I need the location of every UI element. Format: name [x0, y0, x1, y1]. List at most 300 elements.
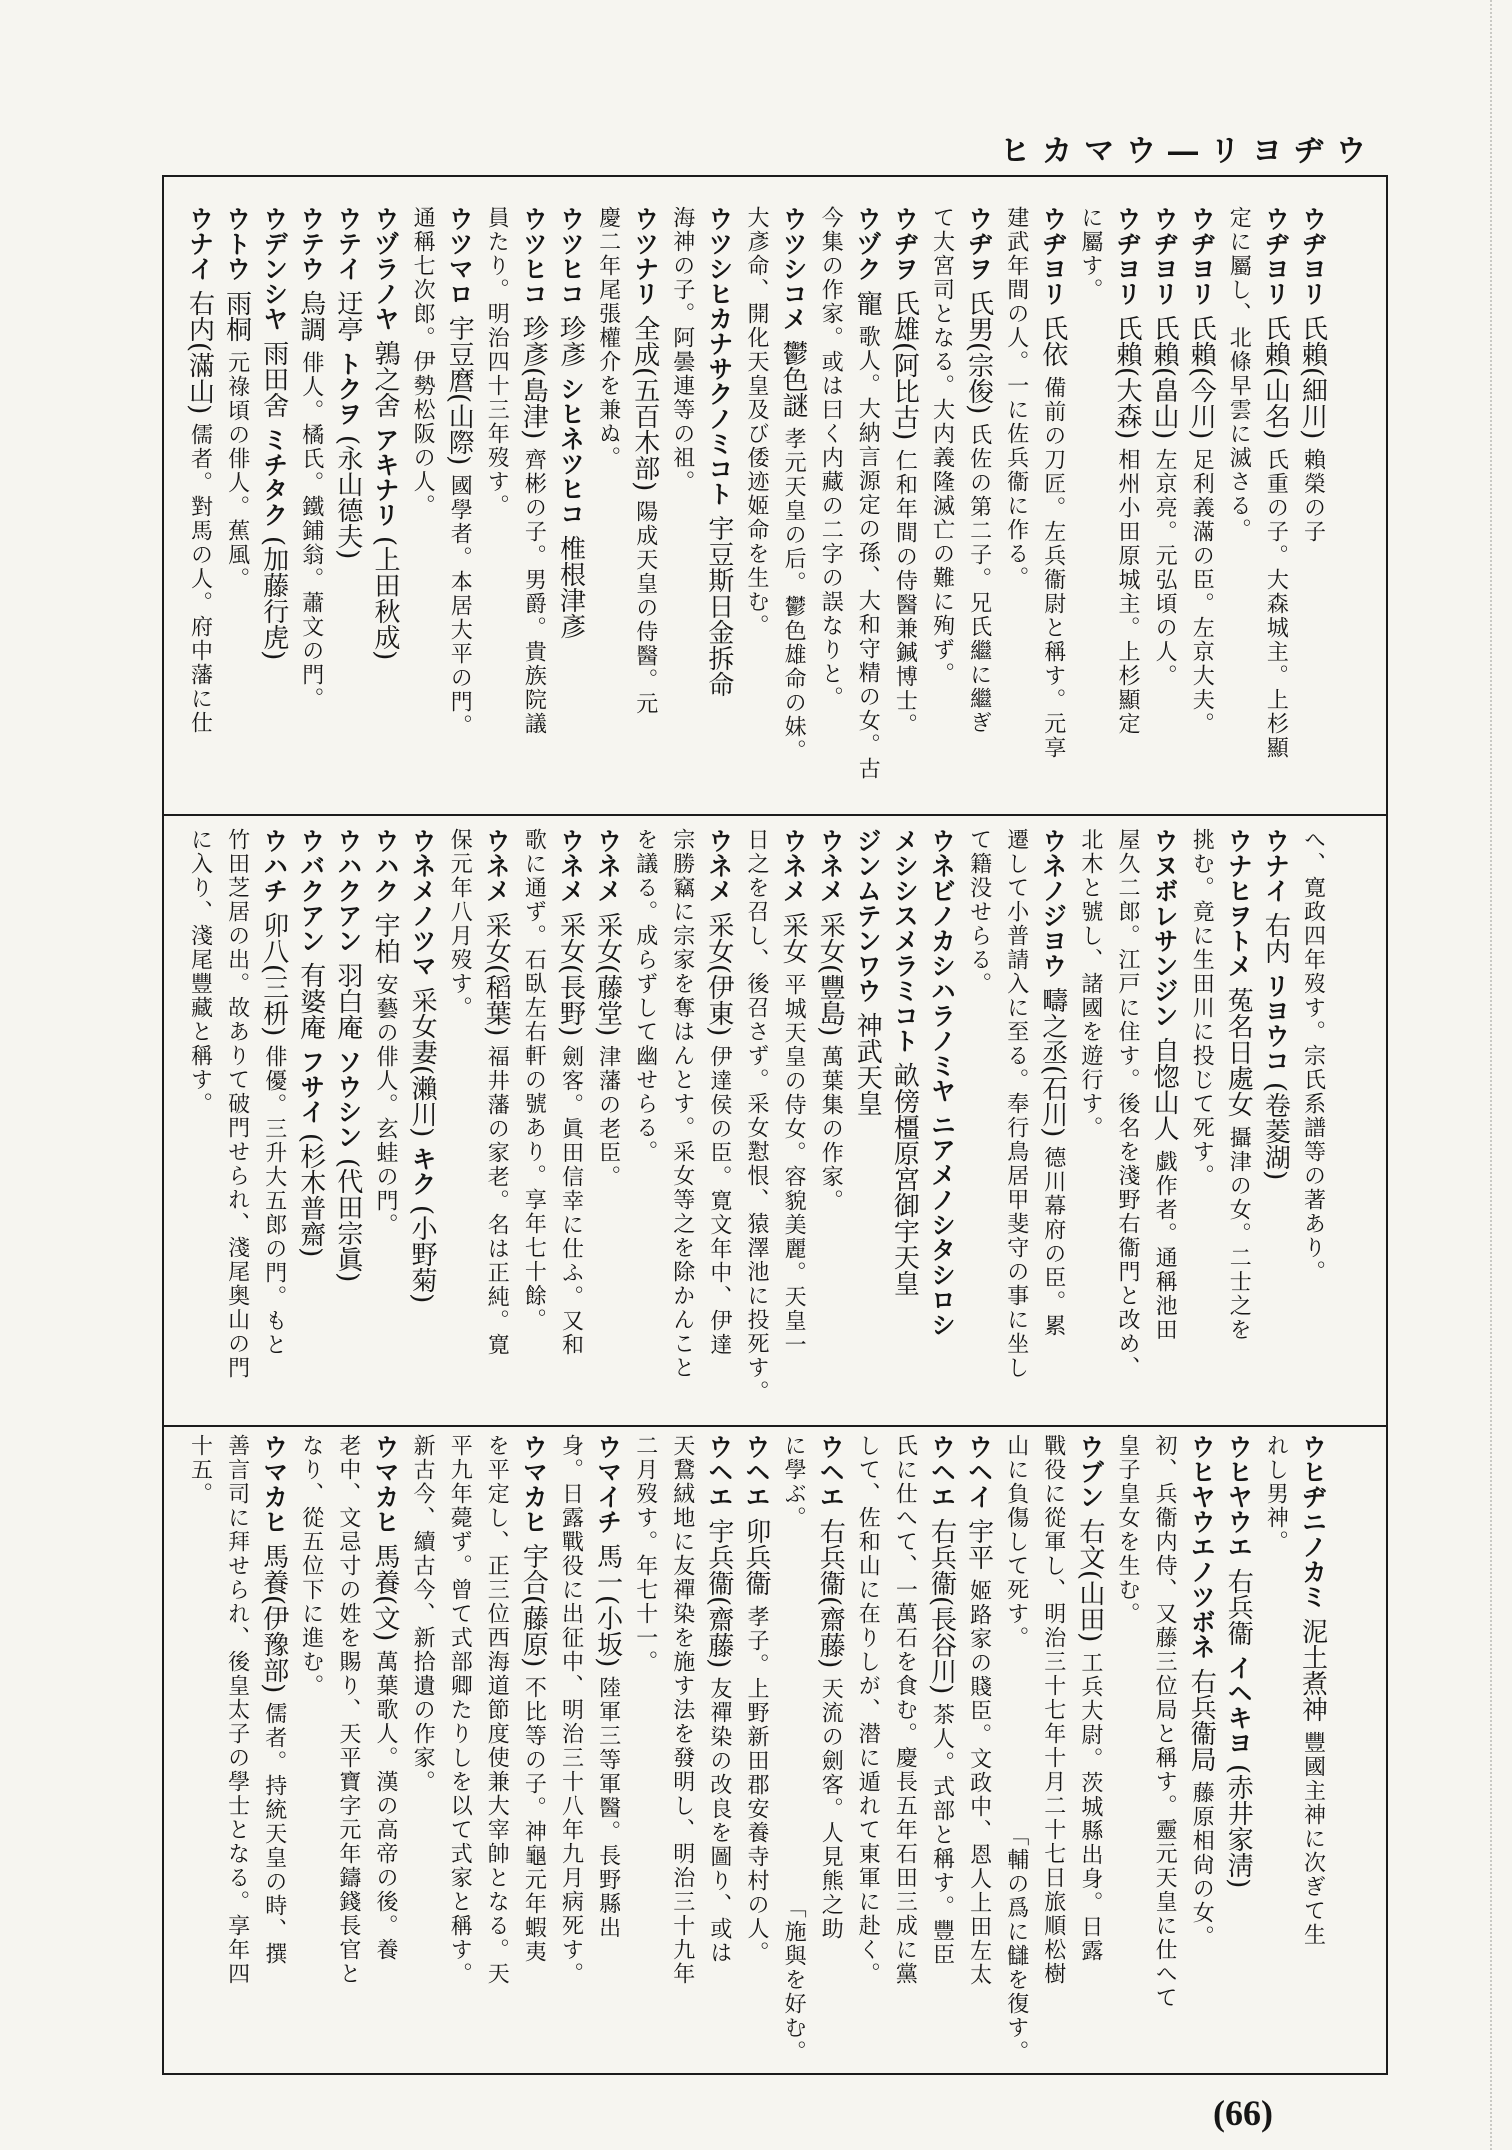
entry-description: に屬す。	[1077, 206, 1103, 302]
entry-description: て大宮司となる。大内義隆滅亡の難に殉ず。	[929, 206, 955, 686]
entry-description: 足利義滿の臣。左京大夫。	[1189, 448, 1215, 737]
text-column	[1183, 206, 1220, 806]
headword-reading: ウヌボレサンジン	[1150, 828, 1180, 1028]
text-column	[553, 1434, 590, 2064]
entry-description: 歌人。大納言源定の孫、大和守精の女。古	[855, 325, 881, 781]
headword-name: 采女(豐島)	[815, 912, 846, 1037]
headword-name: 右兵衞(齋藤)	[815, 1518, 846, 1669]
text-column	[1072, 1434, 1109, 2064]
headword-name: 氏依	[1037, 315, 1068, 367]
entry-description: 氏佐の第二子。兄氏繼に繼ぎ	[966, 423, 992, 736]
entry-overflow-text: 「輔の爲に讎を復す。	[1003, 1824, 1029, 2064]
entry-description: 孝子。上野新田郡安養寺村の人。	[744, 1605, 769, 1965]
text-column	[701, 1434, 738, 2064]
entry-description: を議る。成らずして幽せらる。	[632, 828, 658, 1164]
text-column	[478, 206, 515, 806]
text-column	[627, 206, 664, 806]
headword-name: 宇豆麿(山際)	[444, 315, 475, 466]
headword-name: 畝傍橿原宮御宇天皇	[889, 1062, 920, 1296]
entry-description: 德川幕府の臣。累	[1040, 1146, 1066, 1339]
headword-name: 珍彥(島津)	[518, 315, 549, 440]
headword-reading: ウツシヒカナサクノミコト	[704, 206, 734, 506]
text-column	[1146, 206, 1183, 806]
headword-reading: ウヂヨリ	[1150, 206, 1180, 306]
headword-name: 采女(長野)	[555, 912, 586, 1037]
headword-name: 迂亭	[332, 290, 363, 342]
entry-description: 定に屬し、北條早雲に滅さる。	[1226, 206, 1252, 542]
headword-reading: ウヅラノヤ	[371, 206, 400, 331]
entry-description: 元祿頃の俳人。蕉風。	[224, 351, 250, 591]
headword-reading: ウマイチ	[593, 1434, 623, 1534]
entry-description: に入り、淺尾豐藏と稱す。	[187, 828, 213, 1116]
headword-reading: ウヒヤウエノツボネ	[1187, 1434, 1217, 1659]
cross-reference-name: 椎根津彥	[555, 535, 586, 639]
entry-description: 平九年薨ず。曾て式部卿たりしを以て式家と稱す。	[447, 1434, 473, 1986]
headword-reading: ウブン	[1075, 1434, 1105, 1509]
entry-description: 福井藩の家老。名は正純。寛	[484, 1045, 510, 1358]
headword-name: 寵	[852, 290, 883, 316]
text-column	[515, 206, 552, 806]
headword-reading: ウナヒヲトメ	[1224, 828, 1254, 978]
headword-name: 氏賴(山名)	[1260, 315, 1291, 440]
headword-name: 宇兵衞(齋藤)	[703, 1518, 734, 1669]
entry-description: 藤原相尙の女。	[1189, 1781, 1215, 1949]
text-column	[1035, 1434, 1072, 2064]
entry-description: 海神の子。阿曇連等の祖。	[669, 206, 695, 494]
entry-description: なり、從五位下に進む。	[298, 1434, 324, 1698]
entry-description: 氏に仕へて、一萬石を食む。慶長五年石田三成に黨	[892, 1434, 918, 1986]
headword-name: 卯兵衞	[741, 1518, 771, 1596]
text-column	[1109, 206, 1146, 806]
headword-name: 雨桐	[221, 290, 252, 342]
entry-description: 通稱七次郎。伊勢松阪の人。	[410, 206, 436, 518]
text-column	[1257, 828, 1294, 1418]
headword-name: 鶉之舍	[370, 340, 400, 418]
text-column	[775, 1434, 812, 2064]
entry-description: 齊彬の子。男爵。貴族院議	[521, 448, 547, 737]
text-column	[330, 1434, 367, 2064]
headword-reading: ウヂヨリ	[1261, 206, 1291, 306]
headword-reading: ウヒヤウエ	[1224, 1434, 1254, 1559]
entry-description: 豐國主神に次ぎて生	[1300, 1731, 1326, 1947]
headword-name: 菟名日處女	[1223, 987, 1254, 1117]
entry-description: 戯作者。通稱池田	[1152, 1150, 1178, 1342]
cross-reference-reading: ミチタク	[259, 427, 289, 527]
text-column	[998, 828, 1035, 1418]
headword-reading: ウハチ	[259, 828, 289, 903]
headword-reading: ウナイ	[1261, 828, 1291, 903]
entry-description: 日之を召し、後召さず。采女懟恨、猿澤池に投死す。	[744, 828, 769, 1404]
text-column	[219, 828, 256, 1418]
text-column	[553, 206, 590, 806]
headword-name: 右内	[1260, 912, 1291, 964]
entry-description: 友禪染の改良を圖り、或は	[706, 1677, 732, 1966]
headword-name: 有婆庵	[295, 962, 326, 1040]
entry-description: 今集の作家。或は曰く内藏の二字の誤なりと。	[818, 206, 844, 710]
entry-description: 平城天皇の侍女。容貌美麗。天皇一	[781, 973, 807, 1357]
headword-reading: ウマカヒ	[519, 1434, 549, 1534]
entry-description: 萬葉集の作家。	[818, 1045, 844, 1214]
headword-reading: ウツマロ	[445, 206, 475, 306]
entry-description: 工兵大尉。茨城縣出身。日露	[1077, 1651, 1103, 1964]
band-divider	[162, 814, 1388, 816]
band-divider	[162, 1425, 1388, 1427]
headword-reading: ウツヒコ	[556, 206, 586, 306]
headword-name: 全成(五百木部)	[629, 315, 660, 492]
text-column	[961, 1434, 998, 2064]
entry-description: 員たり。明治四十三年歿す。	[484, 206, 510, 518]
cross-reference-name: (卷菱湖)	[1260, 1082, 1291, 1181]
text-column	[1257, 1434, 1294, 2064]
text-column	[1220, 1434, 1257, 2064]
cross-reference-reading: シヒネツヒコ	[556, 376, 586, 526]
page-number: (66)	[1213, 2093, 1273, 2133]
text-column	[590, 1434, 627, 2064]
text-column	[182, 206, 219, 806]
text-column	[1146, 1434, 1183, 2064]
entry-description: 儒者。對馬の人。府中藩に仕	[187, 423, 213, 736]
text-column	[1183, 1434, 1220, 2064]
entry-description: 陽成天皇の侍醫。元	[632, 500, 658, 717]
text-column	[849, 1434, 886, 2064]
headword-reading: ウヂヲ	[890, 206, 920, 281]
entry-description: 身。日露戰役に出征中、明治三十八年九月病死す。	[558, 1434, 584, 1986]
entry-description: 俳優。三升大五郎の門。もと	[261, 1045, 287, 1358]
text-column	[367, 828, 404, 1418]
entry-description: 津藩の老臣。	[595, 1045, 621, 1190]
text-column	[627, 1434, 664, 2064]
headword-name: 采女(稻葉)	[481, 912, 512, 1037]
cross-reference-name: (小野菊)	[407, 1205, 438, 1304]
text-column	[1109, 1434, 1146, 2064]
text-column	[1220, 828, 1257, 1418]
headword-name: 雨田舍	[258, 340, 289, 418]
text-column	[1257, 206, 1294, 806]
text-column	[404, 828, 441, 1418]
entry-description: 老中、文忌寸の姓を賜り、天平寶字元年鑄錢長官と	[335, 1434, 361, 1986]
headword-name: 神武天皇	[852, 1012, 883, 1116]
headword-name: 氏賴(畠山)	[1149, 315, 1180, 440]
entry-description: 茶人。式部と稱す。豐臣	[929, 1703, 955, 1968]
text-column	[441, 828, 478, 1418]
entry-description: 屋久二郎。江戸に住す。後名を淺野右衞門と改め、	[1115, 828, 1140, 1380]
headword-reading: ウヂヲ	[964, 206, 994, 281]
headword-name: 自惚山人	[1149, 1037, 1180, 1141]
text-column	[886, 206, 923, 806]
entry-description: して、佐和山に在りしが、潜に遁れて東軍に赴く。	[855, 1434, 881, 1986]
headword-reading: メシシスメラミコト	[890, 828, 920, 1053]
text-column	[664, 828, 701, 1418]
headword-reading: ウツシコメ	[779, 206, 809, 331]
text-column	[404, 206, 441, 806]
text-column	[924, 206, 961, 806]
entry-description: 孝元天皇の后。鬱色雄命の妹。	[781, 427, 807, 763]
headword-name: 右兵衞(長谷川)	[926, 1518, 957, 1695]
headword-reading: ウヅク	[853, 206, 883, 281]
text-column	[1146, 828, 1183, 1418]
text-column	[738, 828, 775, 1418]
text-column	[998, 1434, 1035, 2064]
text-column	[812, 206, 849, 806]
cross-reference-reading: アキナリ	[371, 427, 400, 527]
text-column	[293, 206, 330, 806]
headword-name: 采女	[778, 912, 809, 964]
headword-name: 宇柏	[370, 912, 400, 964]
entry-description: 遷して小普請入に至る。奉行鳥居甲斐守の事に坐し	[1003, 828, 1029, 1380]
cross-reference-reading: リヨウコ	[1261, 973, 1291, 1073]
headword-reading: ウヘエ	[927, 1434, 957, 1509]
text-column	[924, 828, 961, 1418]
entry-description: 戰役に從軍し、明治三十七年十月二十七日旅順松樹	[1040, 1434, 1066, 1986]
text-column	[1295, 1434, 1332, 2064]
headword-reading: ウヂヨリ	[1298, 206, 1328, 306]
headword-reading: ウハクアン	[333, 828, 363, 953]
headword-reading: ジンムテンワウ	[853, 828, 883, 1003]
entry-description: に學ぶ。	[781, 1434, 807, 1530]
headword-name: 馬養(文)	[370, 1543, 400, 1642]
text-column	[441, 1434, 478, 2064]
headword-name: 右内(滿山)	[184, 290, 215, 415]
entry-description: 攝津の女。二士之を	[1226, 1126, 1252, 1342]
entry-description: 備前の刀匠。左兵衞尉と稱す。元享	[1040, 376, 1066, 760]
text-column	[256, 206, 293, 806]
entry-description: 山に負傷して死す。	[1003, 1434, 1029, 1650]
entry-description: 宗勝竊に宗家を奪はんとす。采女等之を除かんこと	[669, 828, 695, 1380]
text-column	[998, 206, 1035, 806]
headword-name: 氏男(宗俊)	[963, 290, 994, 415]
text-column	[849, 828, 886, 1418]
headword-reading: ウヂヨリ	[1187, 206, 1217, 306]
headword-name: 疇之丞(石川)	[1037, 987, 1068, 1138]
headword-reading: ウネメ	[482, 828, 512, 903]
text-column	[812, 1434, 849, 2064]
text-column	[553, 828, 590, 1418]
text-column	[478, 1434, 515, 2064]
cross-reference-name: (代田宗眞)	[332, 1158, 363, 1283]
headword-reading: ウヘエ	[704, 1434, 734, 1509]
cross-reference-reading: イヘキヨ	[1224, 1655, 1254, 1755]
headword-reading: ウネビノカシハラノミヤ	[927, 828, 957, 1103]
entry-description: 新古今、續古今、新拾遺の作家。	[410, 1434, 436, 1794]
entry-description: 天鵞絨地に友禪染を施す法を發明し、明治三十九年	[669, 1434, 695, 1986]
entry-description: 姬路家の賤臣。文政中、恩人上田左太	[966, 1579, 992, 1987]
cross-reference-reading: ソウシン	[333, 1049, 363, 1149]
entry-description: 左京亮。元弘頃の人。	[1152, 448, 1178, 689]
headword-name: 宇豆斯日金拆命	[703, 515, 734, 697]
text-column	[701, 828, 738, 1418]
entry-description: 安藝の俳人。玄蛙の門。	[373, 973, 398, 1237]
text-column	[219, 206, 256, 806]
text-column	[256, 828, 293, 1418]
entry-description: 賴榮の子	[1300, 448, 1326, 545]
headword-reading: ウネメ	[779, 828, 809, 903]
headword-reading: ウテイ	[333, 206, 363, 281]
headword-name: 右文(山田)	[1074, 1518, 1105, 1643]
headword-name: 氏雄(阿比古)	[889, 290, 920, 441]
cross-reference-name: (加藤行虎)	[258, 536, 289, 661]
headword-reading: ウネメ	[816, 828, 846, 903]
text-column	[590, 206, 627, 806]
text-column	[330, 828, 367, 1418]
entry-description: 劍客。眞田信幸に仕ふ。又和	[558, 1045, 584, 1358]
entry-description: 仁和年間の侍醫兼鍼博士。	[892, 449, 918, 738]
headword-reading: ウヘエ	[742, 1434, 771, 1509]
text-column	[1295, 206, 1332, 806]
headword-reading: ウナイ	[185, 206, 215, 281]
cross-reference-reading: トクヲ	[333, 351, 363, 426]
headword-reading: ウツナリ	[630, 206, 660, 306]
headword-name: 宇平	[963, 1518, 994, 1570]
text-column	[849, 206, 886, 806]
entry-description: 不比等の子。神龜元年蝦夷	[521, 1676, 547, 1965]
headword-name: 泥土煮神	[1297, 1618, 1328, 1722]
headword-name: 羽白庵	[332, 962, 363, 1040]
cross-reference-name: (赤井家淸)	[1223, 1764, 1254, 1889]
entry-description: 相州小田原城主。上杉顯定	[1115, 448, 1140, 737]
text-column	[812, 828, 849, 1418]
headword-reading: ウツヒコ	[519, 206, 549, 306]
entry-description: 大彥命、開化天皇及び倭迹姬命を生む。	[744, 206, 769, 638]
cross-reference-reading: キク	[408, 1146, 438, 1197]
text-column	[1072, 206, 1109, 806]
headword-reading: ウネメ	[556, 828, 586, 903]
headword-name: 烏調	[295, 290, 326, 342]
headword-reading: ウデンシヤ	[259, 206, 289, 331]
headword-reading: ウヘイ	[964, 1434, 994, 1509]
text-column	[367, 1434, 404, 2064]
headword-name: 氏賴(今川)	[1186, 315, 1217, 440]
text-column	[367, 206, 404, 806]
text-column	[961, 828, 998, 1418]
running-header: ウヂヨリ―ウマカヒ	[1000, 134, 1378, 169]
entry-description: 十五。	[187, 1434, 213, 1506]
headword-reading: ウヘエ	[816, 1434, 846, 1509]
headword-name: 珍彥	[555, 315, 586, 367]
entry-description: 俳人。橘氏。鐵鋪翁。蕭文の門。	[298, 351, 324, 711]
headword-reading: ウテウ	[296, 206, 326, 281]
text-column	[664, 206, 701, 806]
entry-overflow-text: 「施與を好む。	[781, 1896, 807, 2064]
headword-name: 馬一(小坂)	[592, 1543, 623, 1668]
headword-reading: ウハク	[371, 828, 400, 903]
headword-name: 右兵衞局	[1186, 1668, 1217, 1772]
cross-reference-name: (永山德夫)	[332, 435, 363, 560]
headword-name: 宇合(藤原)	[518, 1543, 549, 1668]
text-column	[738, 1434, 775, 2064]
text-column	[293, 828, 330, 1418]
entry-description: を平定し、正三位西海道節度使兼大宰帥となる。天	[484, 1434, 510, 1986]
text-column	[182, 828, 219, 1418]
text-column	[219, 1434, 256, 2064]
headword-name: 氏賴(細川)	[1297, 315, 1328, 440]
cross-reference-reading: ニアメノシタシロシ	[927, 1112, 957, 1337]
entry-description: 二月歿す。年七十一。	[632, 1434, 658, 1674]
headword-reading: ウバクアン	[296, 828, 326, 953]
text-column	[1035, 828, 1072, 1418]
headword-name: 氏賴(大森)	[1112, 315, 1142, 440]
headword-reading: ウネメノツマ	[408, 828, 438, 978]
cross-reference-name: (杉木普齋)	[295, 1133, 326, 1258]
headword-name: 鬱色謎	[778, 340, 809, 418]
headword-reading: ウネノジヨウ	[1038, 828, 1068, 978]
headword-reading: ウヒヂニノカミ	[1298, 1434, 1328, 1609]
text-column	[330, 206, 367, 806]
entry-description: 歌に通ず。石臥左右軒の號あり。享年七十餘。	[521, 828, 547, 1332]
text-column	[627, 828, 664, 1418]
entry-description: 慶二年尾張權介を兼ぬ。	[595, 206, 621, 470]
headword-name: 采女妻(瀨川)	[407, 987, 438, 1138]
entry-description: 挑む。竟に生田川に投じて死す。	[1189, 828, 1215, 1188]
text-column	[441, 206, 478, 806]
headword-reading: ウネメ	[704, 828, 734, 903]
entry-description: 初、兵衞内侍、又藤三位局と稱す。靈元天皇に仕へて	[1152, 1434, 1178, 2010]
text-column	[293, 1434, 330, 2064]
entry-description: 北木と號し、諸國を遊行す。	[1077, 828, 1103, 1140]
headword-name: 右兵衞	[1223, 1568, 1254, 1646]
text-column	[886, 1434, 923, 2064]
text-column	[1109, 828, 1146, 1418]
headword-name: 馬養(伊豫部)	[258, 1543, 289, 1694]
headword-name: 采女(藤堂)	[592, 912, 623, 1037]
entry-description: 天流の劍客。人見熊之助	[818, 1677, 844, 1942]
entry-description: 善言司に拜せられ、後皇太子の學士となる。享年四	[224, 1434, 250, 1986]
text-column	[886, 828, 923, 1418]
headword-reading: ウマカヒ	[371, 1434, 400, 1534]
headword-reading: ウヂヨリ	[1113, 206, 1142, 306]
entry-description: 萬葉歌人。漢の高帝の後。養	[373, 1650, 398, 1963]
text-column	[924, 1434, 961, 2064]
headword-reading: ウヂヨリ	[1038, 206, 1068, 306]
entry-description: 伊達侯の臣。寛文年中、伊達	[706, 1045, 732, 1358]
entry-description: 國學者。本居大平の門。	[447, 474, 473, 739]
text-column	[701, 206, 738, 806]
cross-reference-reading: フサイ	[296, 1049, 326, 1124]
scan-edge	[1490, 0, 1492, 2150]
entry-description: 竹田芝居の出。故ありて破門せられ、淺尾奥山の門	[224, 828, 250, 1380]
entry-description: 氏重の子。大森城主。上杉顯	[1263, 448, 1289, 761]
text-column	[404, 1434, 441, 2064]
text-column	[1072, 828, 1109, 1418]
text-column	[1220, 206, 1257, 806]
headword-name: 卯八(三枡)	[258, 912, 289, 1037]
entry-description: 儒者。持統天皇の時、撰	[261, 1702, 287, 1967]
headword-name: 采女(伊東)	[703, 912, 734, 1037]
text-column	[738, 206, 775, 806]
text-column	[515, 828, 552, 1418]
entry-description: 皇子皇女を生む。	[1115, 1434, 1140, 1626]
entry-description: 陸軍三等軍醫。長野縣出	[595, 1676, 621, 1941]
text-column	[775, 206, 812, 806]
text-column	[182, 1434, 219, 2064]
text-column	[961, 206, 998, 806]
text-column	[256, 1434, 293, 2064]
entry-description: 建武年間の人。一に佐兵衞に作る。	[1003, 206, 1029, 590]
text-column	[590, 828, 627, 1418]
entry-description: て籍没せらる。	[966, 828, 992, 996]
text-column	[1035, 206, 1072, 806]
headword-reading: ウネメ	[593, 828, 623, 903]
cross-reference-name: (上田秋成)	[370, 536, 400, 661]
headword-reading: ウトウ	[222, 206, 252, 281]
text-column	[1183, 828, 1220, 1418]
headword-reading: ウマカヒ	[259, 1434, 289, 1534]
text-column	[1295, 828, 1332, 1418]
entry-description: れし男神。	[1263, 1434, 1289, 1554]
text-column	[515, 1434, 552, 2064]
entry-description: へ、寛政四年歿す。宗氏系譜等の著あり。	[1300, 828, 1326, 1284]
entry-description: 保元年八月歿す。	[447, 828, 473, 1020]
text-column	[775, 828, 812, 1418]
